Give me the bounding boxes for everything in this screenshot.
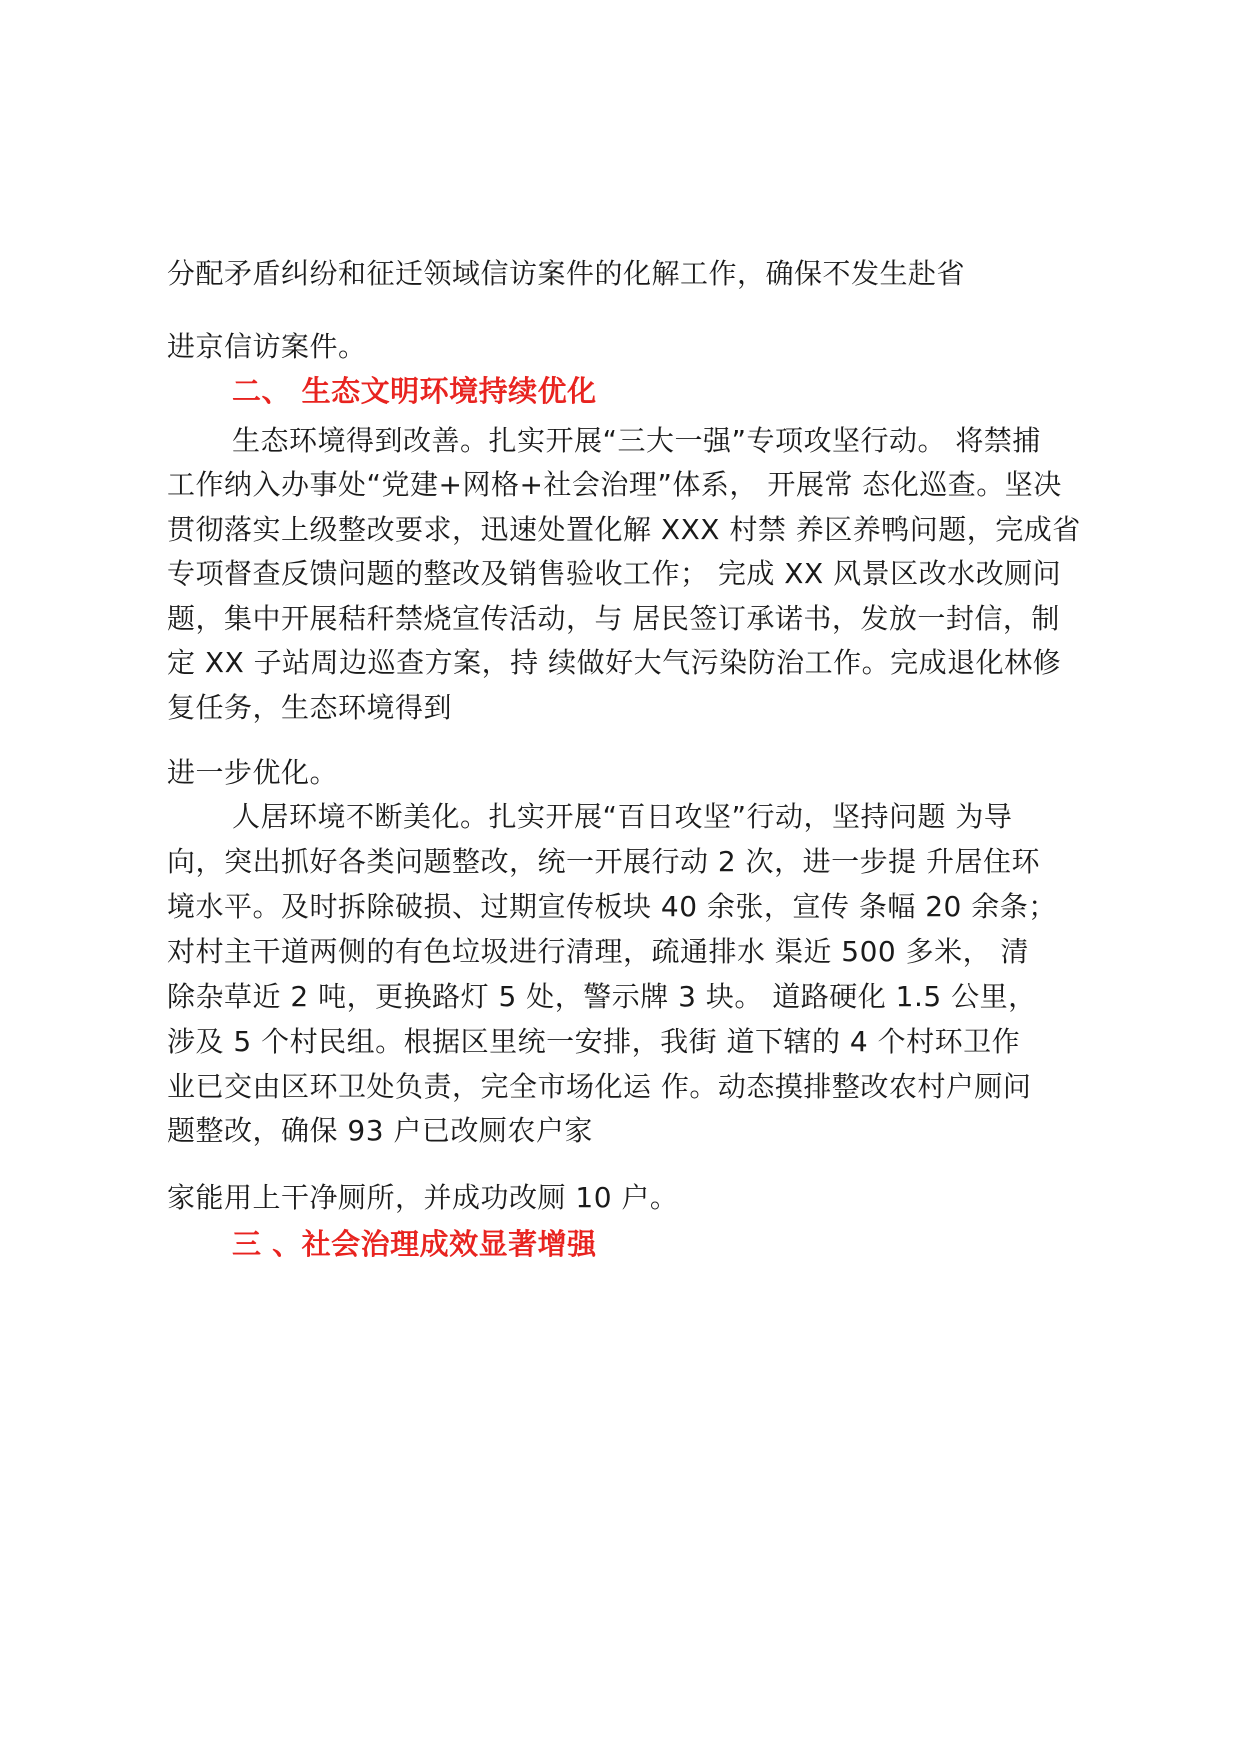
paragraph-line: 业已交由区环卫处负责，完全市场化运 作。动态摸排整改农村户厕问 bbox=[167, 1070, 1032, 1103]
paragraph-line: 进一步优化。 bbox=[167, 756, 339, 789]
paragraph-line: 生态环境得到改善。扎实开展“三大一强”专项攻坚行动。 将禁捕 bbox=[232, 424, 1041, 457]
paragraph-line: 人居环境不断美化。扎实开展“百日攻坚”行动，坚持问题 为导 bbox=[232, 800, 1013, 833]
paragraph-line: 进京信访案件。 bbox=[167, 330, 367, 363]
paragraph-line: 定 XX 子站周边巡查方案，持 续做好大气污染防治工作。完成退化林修 bbox=[167, 646, 1062, 679]
paragraph-line: 除杂草近 2 吨，更换路灯 5 处，警示牌 3 块。 道路硬化 1.5 公里， bbox=[167, 980, 1037, 1013]
paragraph-line: 向，突出抓好各类问题整改，统一开展行动 2 次，进一步提 升居住环 bbox=[167, 845, 1041, 878]
paragraph-line: 复任务，生态环境得到 bbox=[167, 691, 453, 724]
paragraph-line: 贯彻落实上级整改要求，迅速处置化解 XXX 村禁 养区养鸭问题，完成省 bbox=[167, 513, 1081, 546]
paragraph-line: 题，集中开展秸秆禁烧宣传活动，与 居民签订承诺书，发放一封信，制 bbox=[167, 602, 1060, 635]
paragraph-line: 题整改，确保 93 户已改厕农户家 bbox=[167, 1114, 593, 1147]
paragraph-line: 境水平。及时拆除破损、过期宣传板块 40 余张，宣传 条幅 20 余条； bbox=[167, 890, 1057, 923]
paragraph-line: 分配矛盾纠纷和征迁领域信访案件的化解工作，确保不发生赴省 bbox=[167, 257, 966, 290]
paragraph-line: 涉及 5 个村民组。根据区里统一安排，我街 道下辖的 4 个村环卫作 bbox=[167, 1025, 1021, 1058]
paragraph-line: 工作纳入办事处“党建+网格+社会治理”体系， 开展常 态化巡查。坚决 bbox=[167, 468, 1062, 501]
paragraph-line: 家能用上干净厕所，并成功改厕 10 户。 bbox=[167, 1181, 679, 1214]
section-heading: 二、 生态文明环境持续优化 bbox=[232, 374, 597, 408]
section-heading: 三 、社会治理成效显著增强 bbox=[232, 1227, 597, 1261]
paragraph-line: 专项督查反馈问题的整改及销售验收工作； 完成 XX 风景区改水改厕问 bbox=[167, 557, 1062, 590]
paragraph-line: 对村主干道两侧的有色垃圾进行清理，疏通排水 渠近 500 多米， 清 bbox=[167, 935, 1030, 968]
